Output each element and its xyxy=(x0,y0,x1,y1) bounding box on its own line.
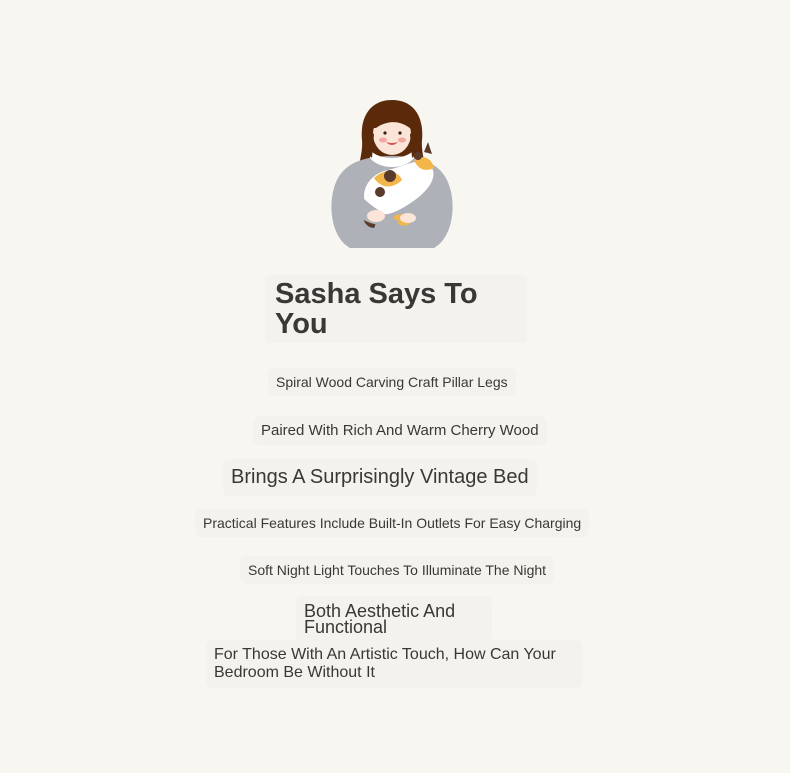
avatar xyxy=(328,98,456,248)
text-line-cherry-wood: Paired With Rich And Warm Cherry Wood xyxy=(253,416,547,445)
text-line-aesthetic: Both Aesthetic And Functional xyxy=(296,596,492,642)
text-line-night-light: Soft Night Light Touches To Illuminate The Night xyxy=(240,556,554,584)
text-line-vintage-bed: Brings A Surprisingly Vintage Bed xyxy=(223,459,537,496)
text-line-artistic-touch: For Those With An Artistic Touch, How Can Your Bedroom Be Without It xyxy=(206,640,582,688)
page-title: Sasha Says To You xyxy=(275,278,478,340)
woman-holding-cat-icon xyxy=(328,98,456,248)
text-line-outlets: Practical Features Include Built-In Outlets For Easy Charging xyxy=(195,509,589,537)
text-line-pillar-legs: Spiral Wood Carving Craft Pillar Legs xyxy=(268,368,516,396)
